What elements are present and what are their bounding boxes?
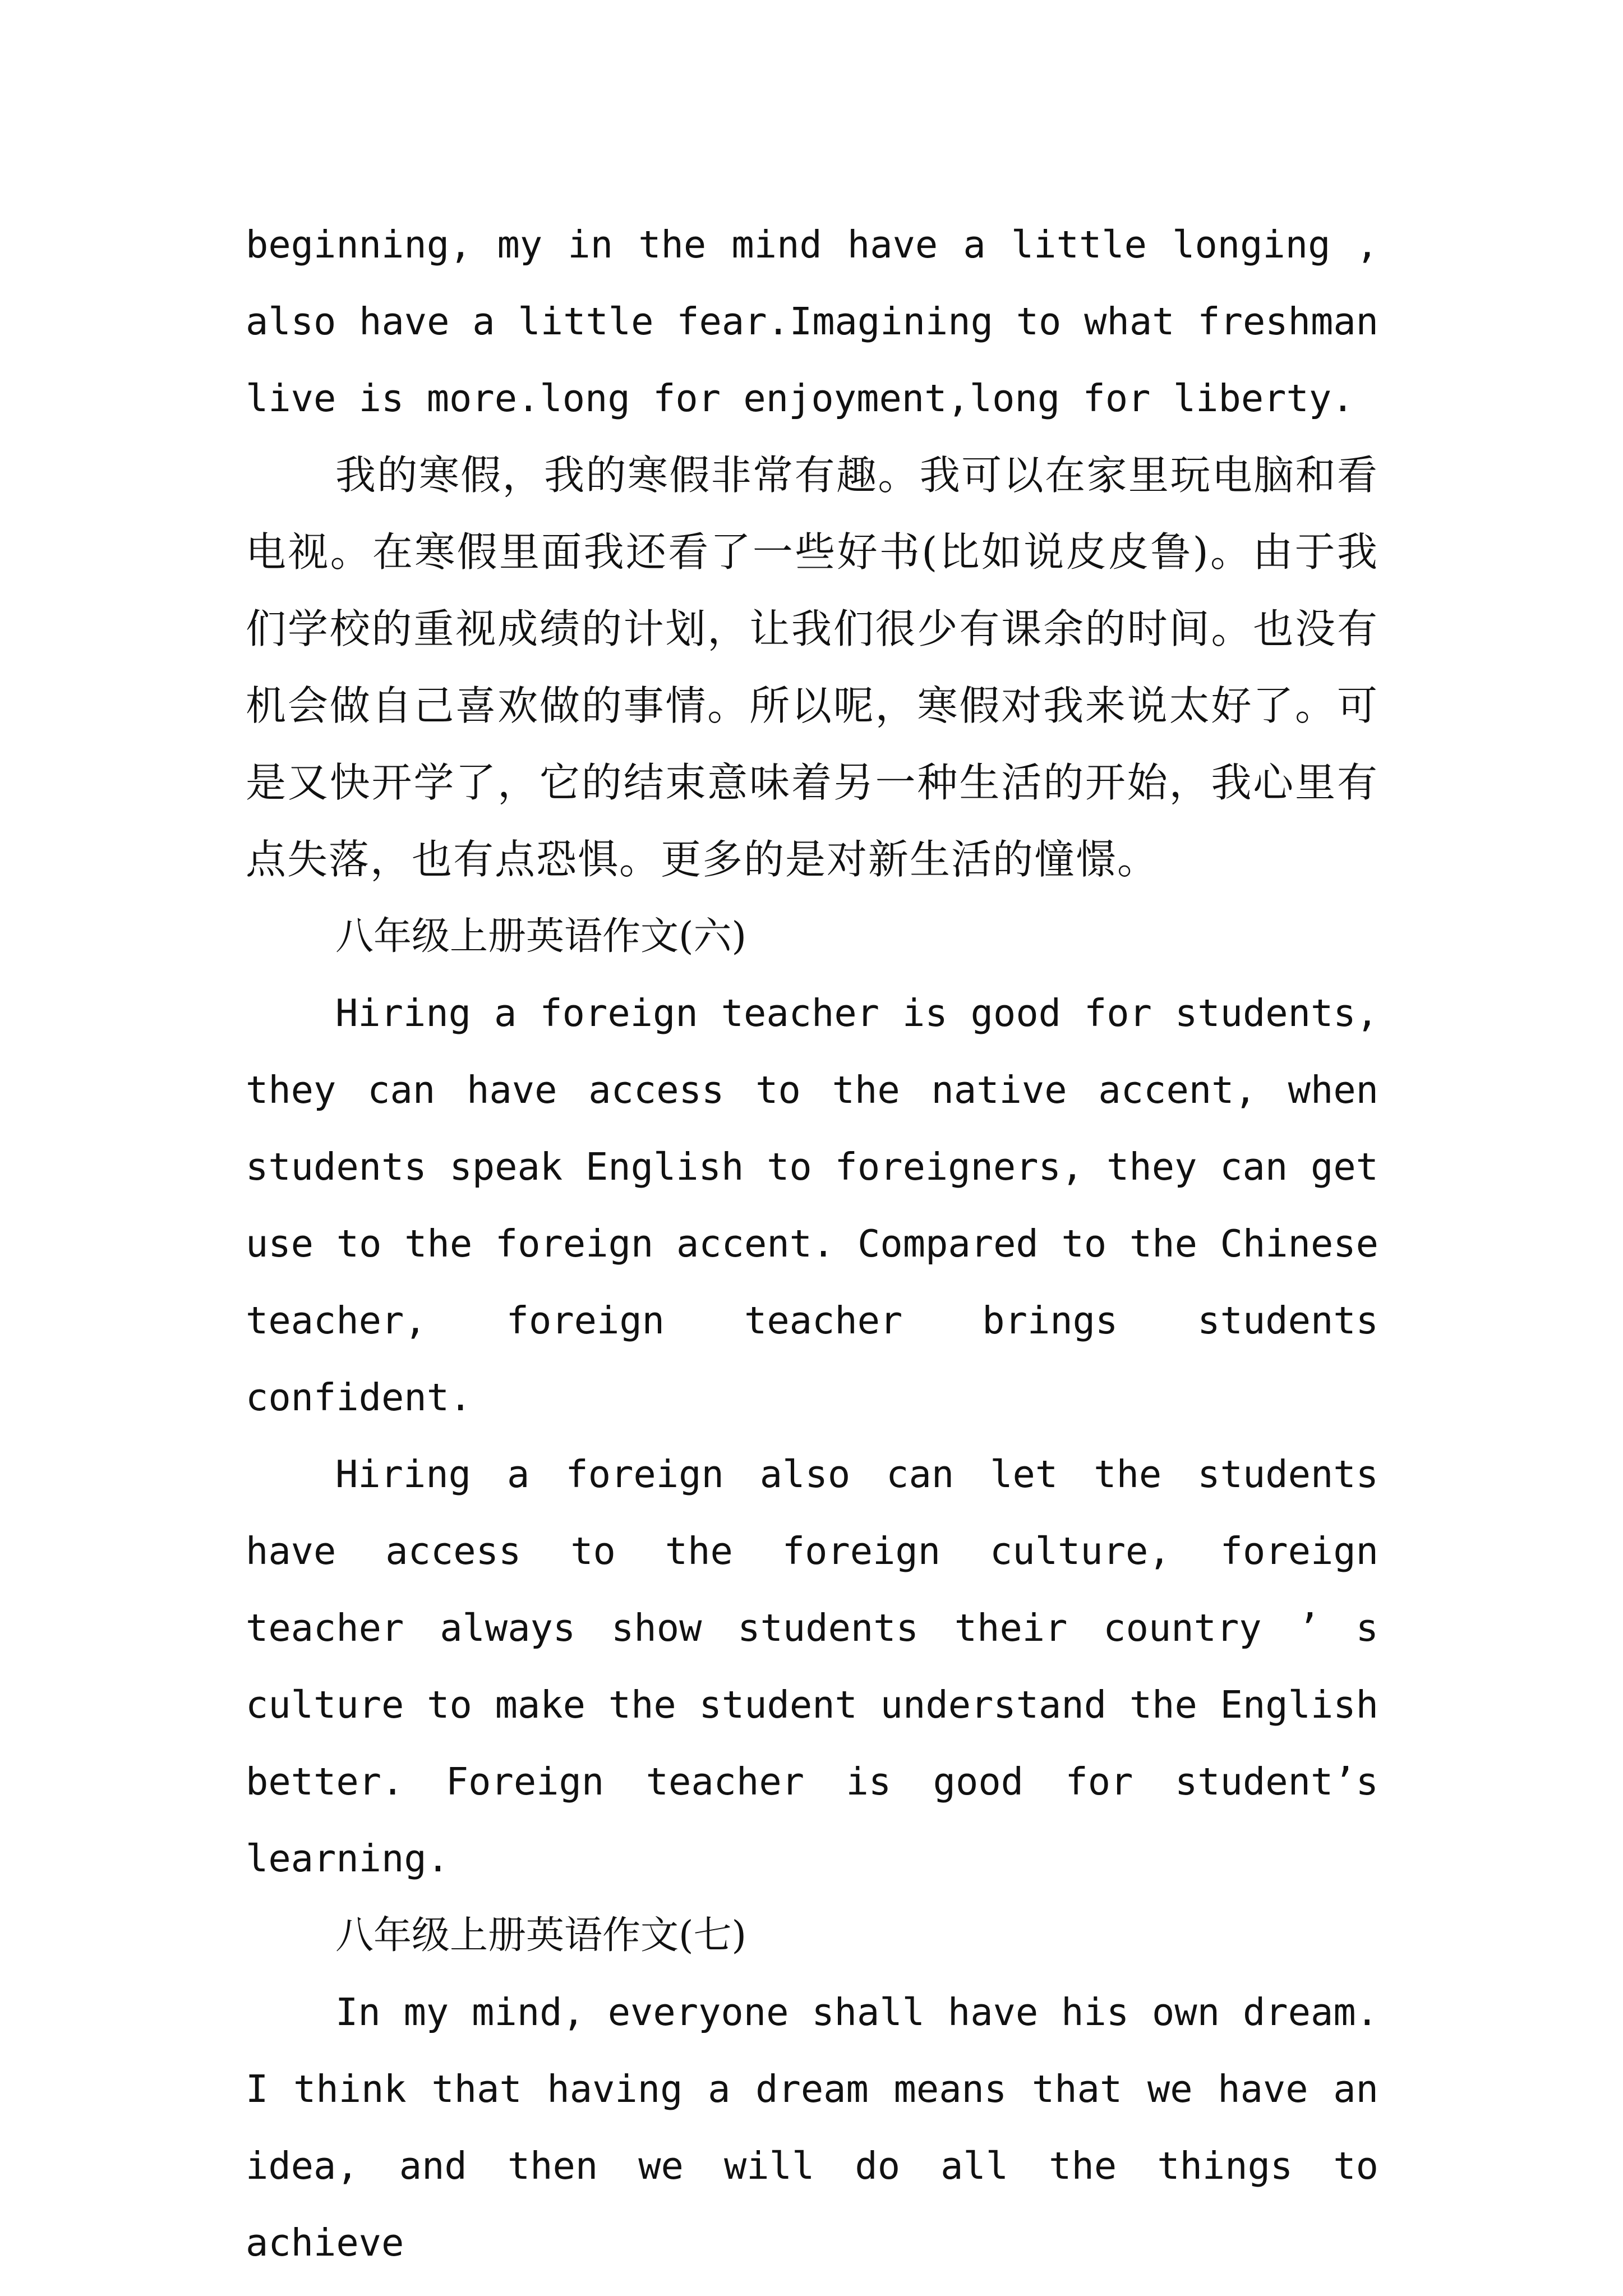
section-heading-seven: 八年级上册英语作文(七) — [335, 1913, 747, 1958]
paragraph-english-freshman: beginning, my in the mind have a little longing , also have a little fear.Imagining to what freshman live is more.long for enjoyment,long for liberty. — [246, 223, 1378, 420]
section-heading-six: 八年级上册英语作文(六) — [335, 914, 747, 959]
paragraph-chinese-winter-vacation: 我的寒假，我的寒假非常有趣。我可以在家里玩电脑和看电视。在寒假里面我还看了一些好书(比如说皮皮鲁)。由于我们学校的重视成绩的计划，让我们很少有课余的时间。也没有机会做自己喜欢做的事情。所以呢，寒假对我来说太好了。可是又快开学了，它的结束意味着另一种生活的开始，我心里有点失落，也有点恐惧。更多的是对新生活的憧憬。 — [246, 452, 1378, 883]
paragraph-dream: In my mind, everyone shall have his own dream. I think that having a dream means that we have an idea, and then we will do all the things to achieve — [246, 1990, 1378, 2265]
document-body — [246, 206, 1378, 2281]
paragraph-foreign-teacher-accent: Hiring a foreign teacher is good for students, they can have access to the native accent, when students speak English to foreigners, they can get use to the foreign accent. Compared to the Chinese teacher, foreign teacher brings students confident. — [246, 991, 1378, 1419]
paragraph-foreign-teacher-culture: Hiring a foreign also can let the students have access to the foreign culture, foreign teacher always show students their country ’ s culture to make the student understand the English better. Foreign teacher is good for student’s learning. — [246, 1452, 1378, 1880]
